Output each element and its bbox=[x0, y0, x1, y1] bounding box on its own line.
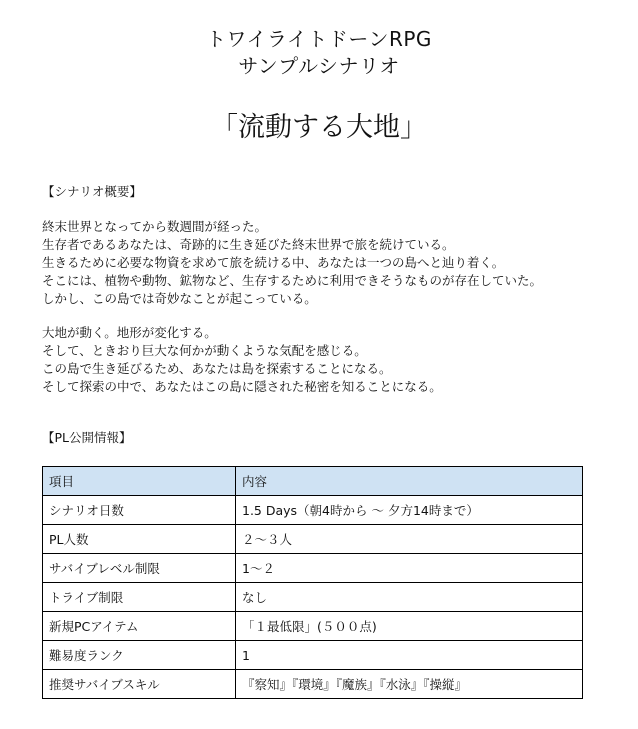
row-content-cell: なし bbox=[236, 583, 583, 612]
row-content-cell: 1 bbox=[236, 641, 583, 670]
row-content-cell: 『察知』『環境』『魔族』『水泳』『操縦』 bbox=[236, 670, 583, 699]
overview-text-line: この島で生き延びるため、あなたは島を探索することになる。 bbox=[42, 361, 392, 376]
document-title-line-1: トワイライトドーンRPG bbox=[206, 27, 432, 51]
row-content-cell: 「１最低限」(５００点) bbox=[236, 612, 583, 641]
row-item-cell: 新規PCアイテム bbox=[43, 612, 236, 641]
table-row bbox=[43, 583, 583, 612]
column-header-item: 項目 bbox=[43, 467, 236, 496]
scenario-title: 「流動する大地」 bbox=[211, 112, 427, 143]
column-header-content: 内容 bbox=[236, 467, 583, 496]
pl-info-heading: 【PL公開情報】 bbox=[42, 430, 132, 445]
row-item-cell: 推奨サバイブスキル bbox=[43, 670, 236, 699]
table-header-row bbox=[43, 467, 583, 496]
row-item-cell: シナリオ日数 bbox=[43, 496, 236, 525]
row-content-cell: 1〜２ bbox=[236, 554, 583, 583]
document-title-line-2: サンプルシナリオ bbox=[238, 54, 400, 78]
overview-text-line: 生存者であるあなたは、奇跡的に生き延びた終末世界で旅を続けている。 bbox=[42, 237, 455, 252]
overview-text-line: 終末世界となってから数週間が経った。 bbox=[42, 219, 268, 234]
overview-text-line: そして、ときおり巨大な何かが動くような気配を感じる。 bbox=[42, 343, 367, 358]
row-item-cell: サバイブレベル制限 bbox=[43, 554, 236, 583]
row-item-cell: 難易度ランク bbox=[43, 641, 236, 670]
table-row bbox=[43, 670, 583, 699]
table-row bbox=[43, 525, 583, 554]
overview-heading: 【シナリオ概要】 bbox=[42, 184, 142, 199]
table-row bbox=[43, 554, 583, 583]
overview-text-line: 大地が動く。地形が変化する。 bbox=[42, 325, 217, 340]
row-content-cell: 1.5 Days（朝4時から 〜 夕方14時まで） bbox=[236, 496, 583, 525]
overview-text-line: 生きるために必要な物資を求めて旅を続ける中、あなたは一つの島へと辿り着く。 bbox=[42, 255, 505, 270]
overview-text-line: しかし、この島では奇妙なことが起こっている。 bbox=[42, 291, 317, 306]
overview-text-line: そして探索の中で、あなたはこの島に隠された秘密を知ることになる。 bbox=[42, 379, 442, 394]
row-item-cell: トライブ制限 bbox=[43, 583, 236, 612]
row-item-cell: PL人数 bbox=[43, 525, 236, 554]
row-content-cell: ２〜３人 bbox=[236, 525, 583, 554]
overview-text-line: そこには、植物や動物、鉱物など、生存するために利用できそうなものが存在していた。 bbox=[42, 273, 543, 288]
pl-info-table bbox=[42, 466, 583, 699]
table-row bbox=[43, 496, 583, 525]
table-row bbox=[43, 641, 583, 670]
table-row bbox=[43, 612, 583, 641]
